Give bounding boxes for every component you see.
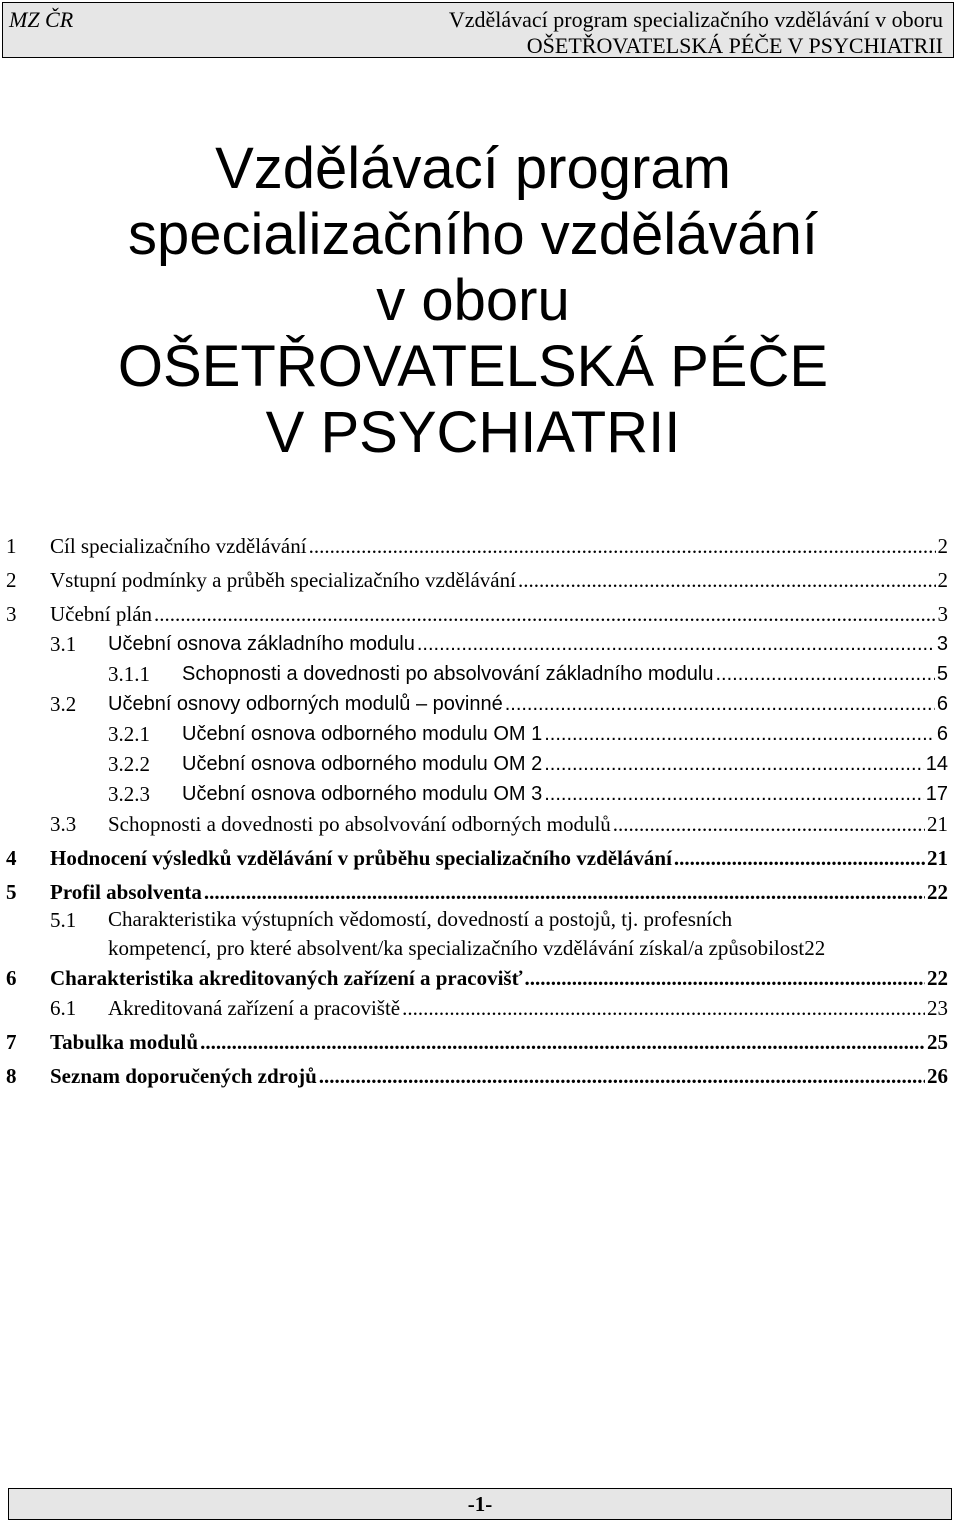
toc-text: Učební plán (50, 602, 153, 626)
toc-leader (204, 878, 925, 906)
toc-leader (544, 720, 935, 748)
toc-page: 17 (925, 783, 948, 805)
toc-entry-4[interactable] (0, 844, 948, 876)
header-document-title (449, 7, 943, 59)
toc-page: 25 (927, 1030, 948, 1054)
toc-number: 5.1 (50, 908, 77, 932)
toc-entry-2[interactable] (0, 566, 948, 598)
toc-entry-3-3[interactable] (0, 810, 948, 842)
toc-page: 6 (936, 693, 948, 715)
toc-leader (417, 630, 935, 658)
toc-leader (525, 964, 925, 992)
toc-leader (402, 994, 925, 1022)
toc-page: 21 (927, 812, 948, 836)
toc-entry-8[interactable] (0, 1062, 948, 1094)
document-title (0, 136, 946, 466)
toc-number: 4 (6, 846, 17, 870)
toc-entry-6-1[interactable] (0, 994, 948, 1026)
toc-text: Učební osnova odborného modulu OM 3 (182, 783, 543, 805)
toc-page: 2 (937, 568, 948, 592)
toc-leader (544, 780, 924, 808)
toc-page: 26 (927, 1064, 948, 1088)
toc-page: 5 (936, 663, 948, 685)
toc-number: 6 (6, 966, 17, 990)
toc-leader (674, 844, 925, 872)
toc-text: Akreditovaná zařízení a pracoviště (108, 996, 401, 1020)
header-title-line1: Vzdělávací program specializačního vzdělávání v oboru (448, 7, 943, 32)
toc-entry-5-1[interactable] (0, 906, 948, 970)
toc-number: 3.1.1 (108, 662, 150, 686)
toc-text-line1: Charakteristika výstupních vědomostí, dovedností a postojů, tj. profesních (108, 907, 733, 931)
toc-leader (154, 600, 935, 628)
toc-text: Učební osnova odborného modulu OM 2 (182, 753, 543, 775)
title-line5: V PSYCHIATRII (265, 400, 681, 465)
header-organization: MZ ČR (9, 7, 74, 32)
toc-text: Učební osnova základního modulu (108, 633, 415, 655)
toc-number: 1 (6, 534, 17, 558)
toc-number: 3.3 (50, 812, 77, 836)
toc-text: Profil absolventa (50, 880, 202, 904)
running-header (2, 2, 954, 58)
toc-text: Hodnocení výsledků vzdělávání v průběhu specializačního vzdělávání (50, 846, 672, 870)
toc-leader (544, 750, 924, 778)
toc-number: 5 (6, 880, 17, 904)
toc-number: 3.2.1 (108, 722, 150, 746)
title-line1: Vzdělávací program (215, 136, 731, 201)
toc-page: 22 (927, 880, 948, 904)
toc-page: 6 (936, 723, 948, 745)
toc-number: 6.1 (50, 996, 77, 1020)
title-line2: specializačního vzdělávání (128, 202, 818, 267)
toc-number: 3 (6, 602, 17, 626)
toc-text: Charakteristika akreditovaných zařízení a pracovišť (50, 966, 523, 990)
toc-page: 22 (927, 966, 948, 990)
toc-page: 2 (937, 534, 948, 558)
toc-number: 3.2.3 (108, 782, 150, 806)
toc-text: Učební osnova odborného modulu OM 1 (182, 723, 543, 745)
toc-text: Cíl specializačního vzdělávání (50, 534, 307, 558)
toc-number: 3.2.2 (108, 752, 150, 776)
toc-leader (319, 1062, 925, 1090)
toc-page: 23 (927, 996, 948, 1020)
toc-entry-3-2[interactable] (0, 690, 948, 722)
toc-text: Učební osnovy odborných modulů – povinné (108, 693, 503, 715)
toc-text: Tabulka modulů (50, 1030, 199, 1054)
toc-entry-3-2-3[interactable] (0, 780, 948, 812)
toc-text: Schopnosti a dovednosti po absolvování základního modulu (182, 663, 714, 685)
toc-page: 14 (925, 753, 948, 775)
toc-page: 3 (936, 633, 948, 655)
toc-number: 2 (6, 568, 17, 592)
toc-leader (613, 810, 925, 838)
toc-text: Seznam doporučených zdrojů (50, 1064, 317, 1088)
toc-text: Schopnosti a dovednosti po absolvování odborných modulů (108, 812, 611, 836)
toc-page: 3 (937, 602, 948, 626)
toc-leader (715, 660, 934, 688)
toc-entry-7[interactable] (0, 1028, 948, 1060)
toc-number: 8 (6, 1064, 17, 1088)
toc-text: Vstupní podmínky a průběh specializačního vzdělávání (50, 568, 516, 592)
toc-leader (518, 566, 936, 594)
toc-number: 3.2 (50, 692, 77, 716)
toc-number: 7 (6, 1030, 17, 1054)
toc-leader (505, 690, 935, 718)
toc-entry-3[interactable] (0, 600, 948, 632)
toc-entry-3-1-1[interactable] (0, 660, 948, 692)
toc-number: 3.1 (50, 632, 77, 656)
toc-entry-3-1[interactable] (0, 630, 948, 662)
title-line3: v oboru (376, 268, 570, 333)
toc-entry-3-2-1[interactable] (0, 720, 948, 752)
toc-entry-6[interactable] (0, 964, 948, 996)
toc-leader (200, 1028, 925, 1056)
toc-leader (309, 532, 936, 560)
toc-entry-1[interactable] (0, 532, 948, 564)
toc-text-line2: kompetencí, pro které absolvent/ka specializačního vzdělávání získal/a způsobilost22 (108, 936, 826, 960)
toc-text-wrapped (108, 905, 958, 963)
header-title-line2: OŠETŘOVATELSKÁ PÉČE V PSYCHIATRII (526, 33, 943, 58)
title-line4: OŠETŘOVATELSKÁ PÉČE (117, 334, 829, 399)
toc-entry-3-2-2[interactable] (0, 750, 948, 782)
toc-page: 21 (927, 846, 948, 870)
page-footer (8, 1488, 952, 1520)
page-number: -1- (467, 1492, 493, 1516)
